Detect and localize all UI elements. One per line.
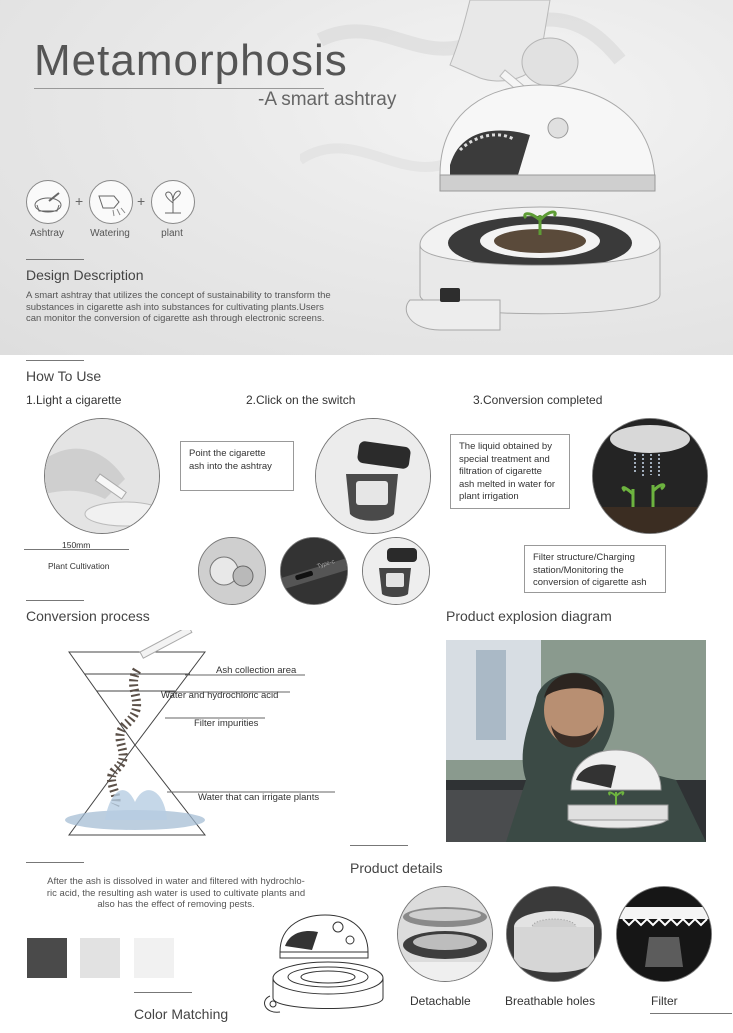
concept-label: plant bbox=[161, 228, 183, 239]
section-rule bbox=[26, 259, 84, 260]
explosion-title: Product explosion diagram bbox=[446, 608, 612, 624]
text-line: Point the cigarette bbox=[189, 448, 266, 459]
filter-callout bbox=[524, 545, 666, 593]
page-subtitle: -A smart ashtray bbox=[258, 89, 397, 110]
detail-label: Filter bbox=[651, 994, 678, 1008]
text-line: conversion of cigarette ash bbox=[533, 577, 647, 588]
text-line: also has the effect of removing pests. bbox=[97, 899, 255, 910]
concept-label: Ashtray bbox=[30, 228, 64, 239]
section-rule bbox=[350, 845, 408, 846]
text-line: ric acid, the resulting ash water is used to cultivate plants and bbox=[46, 887, 306, 899]
detail-breathable-photo bbox=[506, 886, 602, 982]
detail-detachable-photo bbox=[397, 886, 493, 982]
section-rule bbox=[26, 600, 84, 601]
switch-button bbox=[548, 118, 568, 138]
page-title: Metamorphosis bbox=[34, 36, 348, 85]
step-2-label: 2.Click on the switch bbox=[246, 393, 356, 407]
text-line: ash into the ashtray bbox=[189, 460, 272, 472]
filter-photo bbox=[198, 537, 266, 605]
section-rule bbox=[134, 992, 192, 993]
text-line: ash melted in water for bbox=[459, 478, 556, 490]
text-line: The liquid obtained by bbox=[459, 441, 552, 452]
step-3-label: 3.Conversion completed bbox=[473, 393, 603, 407]
conversion-label: Water that can irrigate plants bbox=[198, 792, 320, 803]
conversion-diagram bbox=[55, 630, 345, 845]
step-3-callout bbox=[450, 434, 570, 509]
monitor-photo bbox=[362, 537, 430, 605]
section-rule bbox=[26, 862, 84, 863]
color-swatch-light bbox=[80, 938, 120, 978]
port-label: Type-c bbox=[316, 558, 336, 570]
detail-label: Detachable bbox=[410, 994, 471, 1008]
charging-tab bbox=[406, 300, 500, 330]
section-rule bbox=[26, 360, 84, 361]
lid-base bbox=[440, 175, 655, 191]
product-sketch bbox=[260, 912, 395, 1016]
conversion-label: Ash collection area bbox=[216, 665, 297, 676]
detail-filter-photo bbox=[616, 886, 712, 982]
text-line: special treatment and bbox=[459, 453, 550, 465]
color-matching-title: Color Matching bbox=[134, 1006, 229, 1022]
charging-port-photo bbox=[280, 537, 348, 605]
step-1-photo bbox=[44, 418, 160, 534]
step-2-callout bbox=[180, 441, 294, 491]
text-line: plant irrigation bbox=[459, 491, 519, 502]
watering-icon bbox=[89, 180, 133, 224]
text-line: substances in cigarette ash into substances for cultivating plants.Users bbox=[26, 301, 324, 313]
section-rule bbox=[650, 1013, 732, 1014]
how-to-use-title: How To Use bbox=[26, 368, 102, 384]
conversion-note bbox=[26, 876, 326, 911]
design-description-title: Design Description bbox=[26, 267, 144, 283]
plus-sign: + bbox=[75, 193, 84, 209]
explosion-photo bbox=[446, 640, 706, 842]
text-line: can monitor the conversion of cigarette ash through electronic screens. bbox=[26, 313, 325, 324]
step-3-photo bbox=[592, 418, 708, 534]
conversion-label: Filter impurities bbox=[194, 718, 259, 729]
detail-label: Breathable holes bbox=[505, 994, 596, 1008]
text-line: station/Monitoring the bbox=[533, 564, 624, 576]
plus-sign: + bbox=[137, 193, 146, 209]
conversion-title: Conversion process bbox=[26, 608, 150, 624]
text-line: A smart ashtray that utilizes the concept of sustainability to transform the bbox=[26, 290, 331, 301]
concept-label: Watering bbox=[90, 228, 130, 239]
coin-disc bbox=[522, 38, 578, 86]
step-1-label: 1.Light a cigarette bbox=[26, 393, 122, 407]
ash-stream bbox=[111, 670, 137, 805]
text-line: filtration of cigarette bbox=[459, 466, 542, 477]
step-2-photo bbox=[315, 418, 431, 534]
dimension-caption: Plant Cultivation bbox=[48, 561, 110, 571]
text-line: Filter structure/Charging bbox=[533, 552, 635, 563]
conversion-label: Water and hydrochloric acid bbox=[161, 690, 279, 701]
text-line: After the ash is dissolved in water and filtered with hydrochlo- bbox=[47, 876, 305, 887]
color-swatch-dark bbox=[27, 938, 67, 978]
ashtray-icon bbox=[26, 180, 70, 224]
product-details-title: Product details bbox=[350, 860, 443, 876]
dimension-value: 150mm bbox=[62, 540, 91, 550]
color-swatch-white bbox=[134, 938, 174, 978]
cigarette bbox=[140, 630, 192, 658]
plant-icon bbox=[151, 180, 195, 224]
design-description-text bbox=[26, 290, 386, 325]
